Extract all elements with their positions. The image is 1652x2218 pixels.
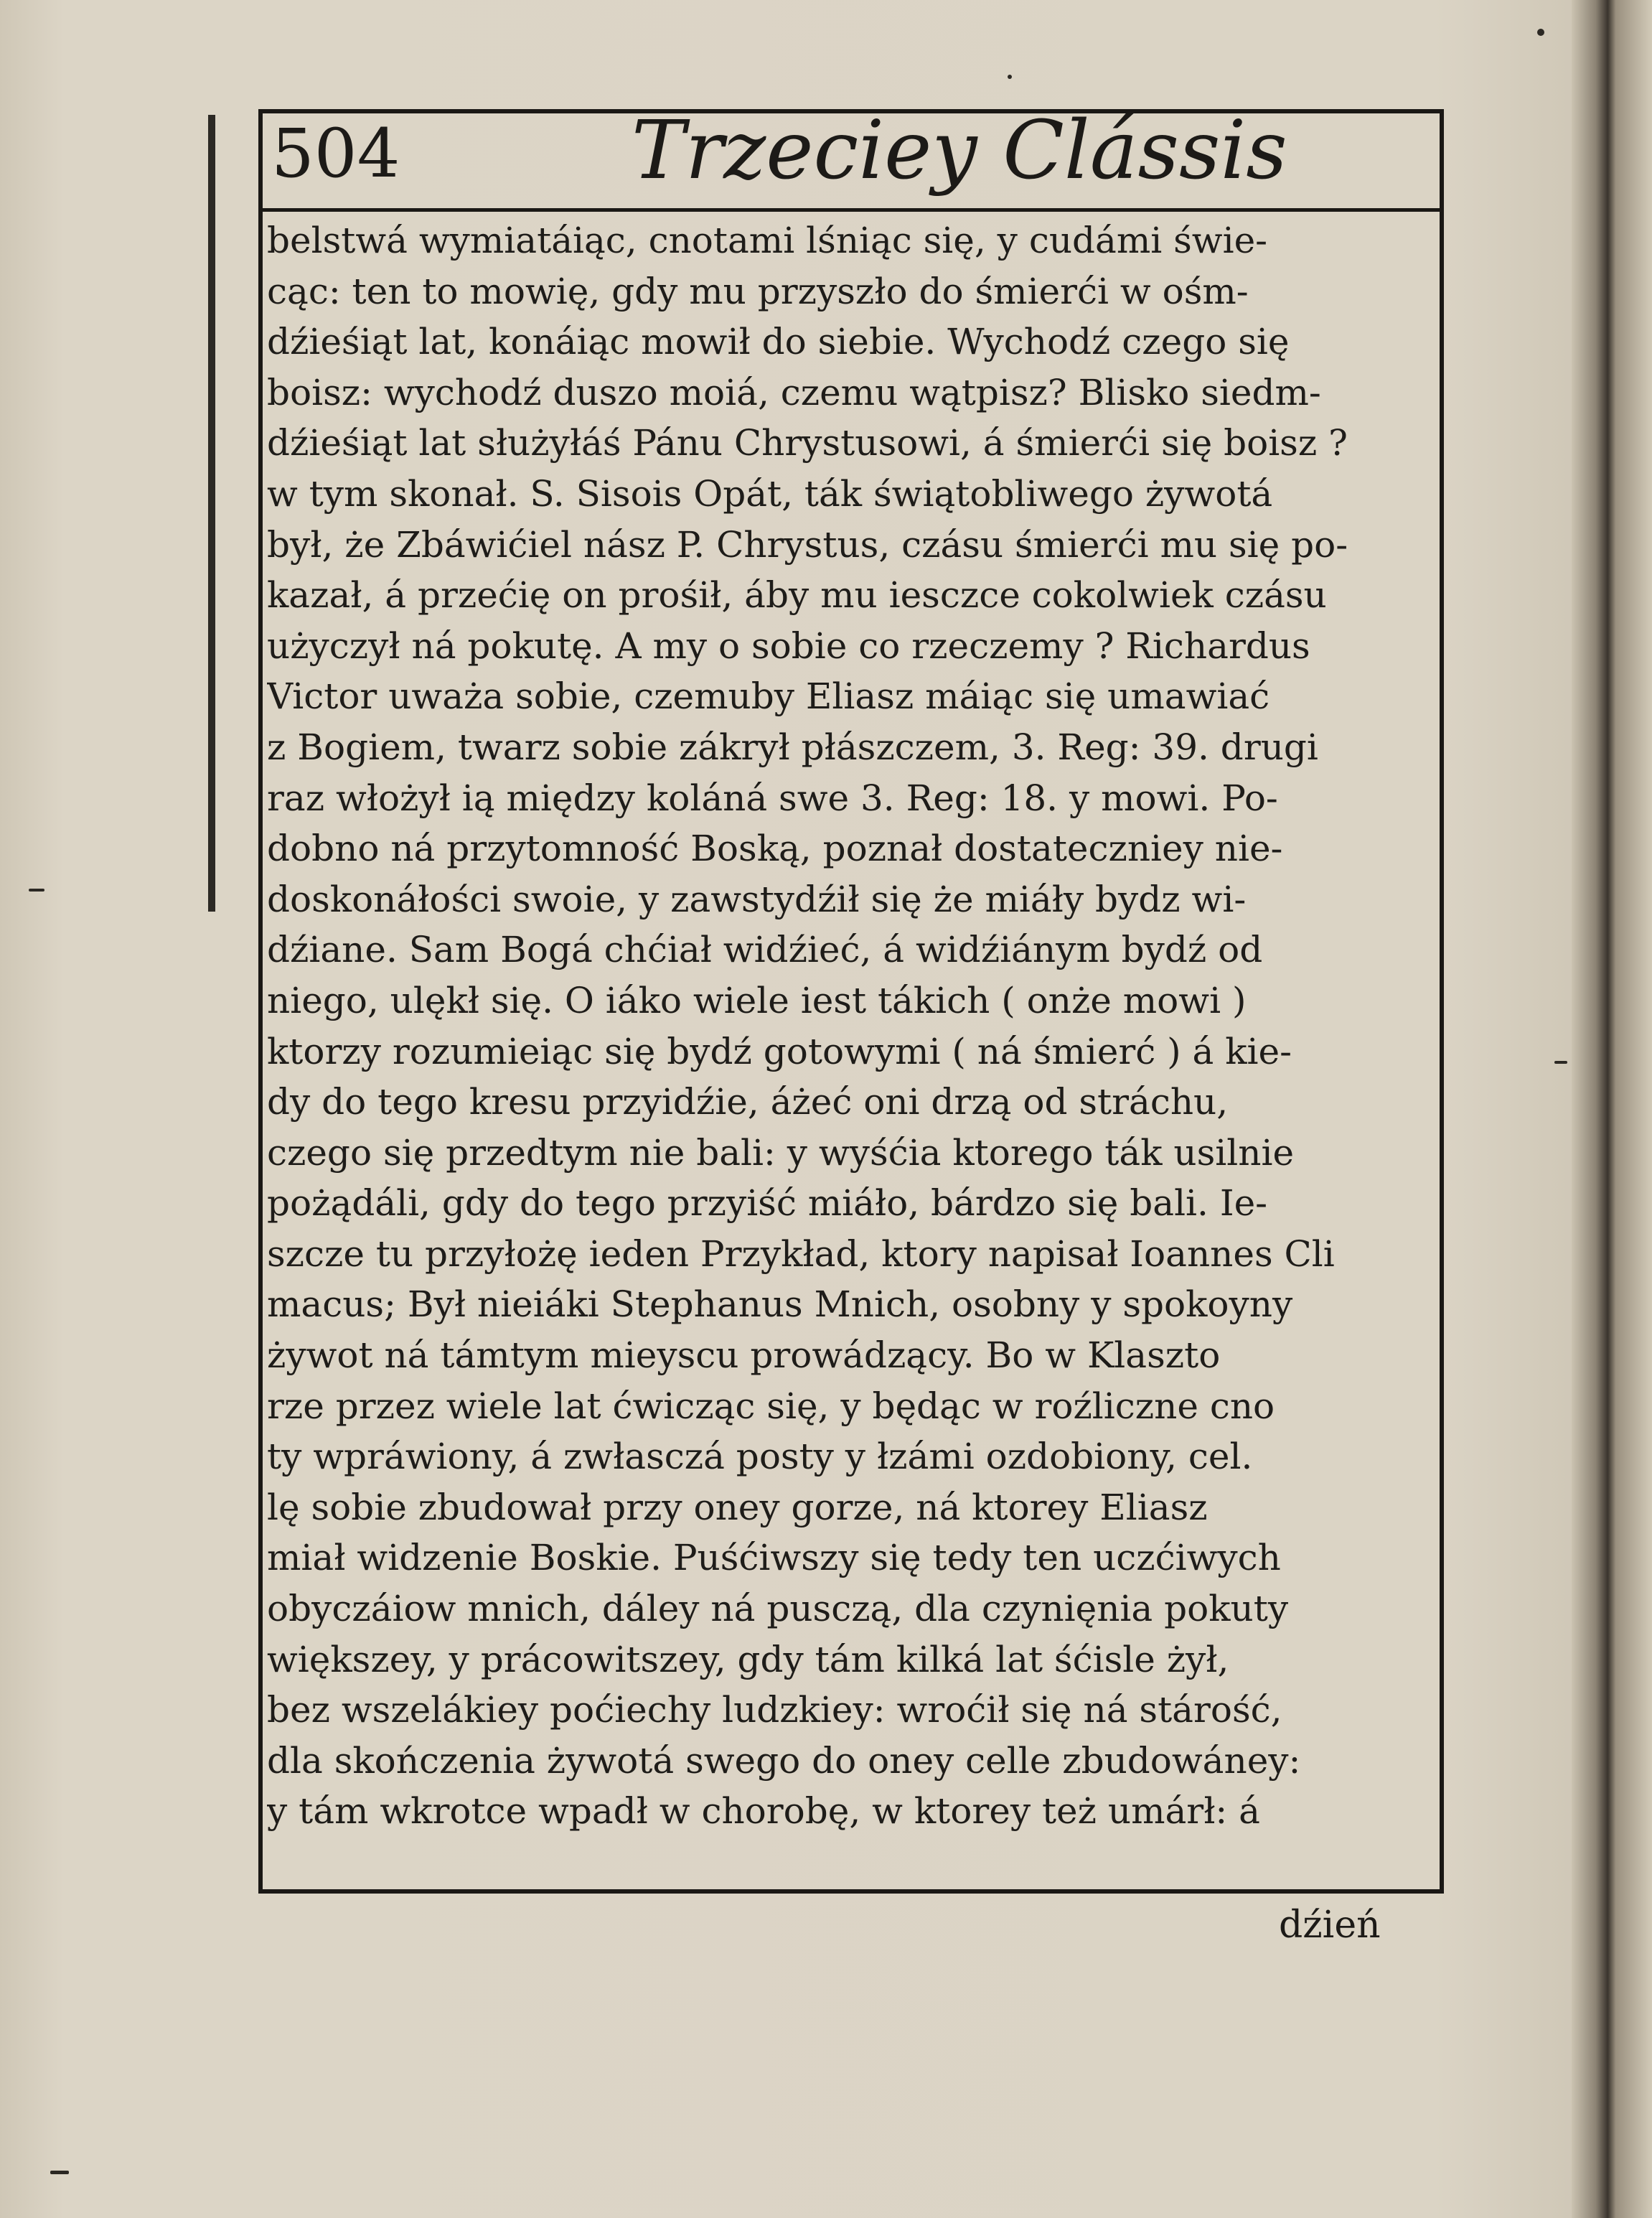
text-line: dźieśiąt lat, konáiąc mowił do siebie. Wychodź czego się [267, 321, 1290, 363]
text-line: belstwá wymiatáiąc, cnotami lśniąc się, y cudámi świe- [267, 220, 1268, 261]
text-line: większey, y prácowitszey, gdy tám kilká lat śćisle żył, [267, 1638, 1229, 1680]
page-number: 504 [271, 115, 400, 193]
binding-shadow [208, 115, 215, 912]
running-title: Trzeciey Clássis [632, 104, 1287, 197]
text-line: rze przez wiele lat ćwicząc się, y będąc w roźliczne cno [267, 1385, 1275, 1427]
text-line: dy do tego kresu przyidźie, áżeć oni drzą od stráchu, [267, 1081, 1229, 1123]
text-line: czego się przedtym nie bali: y wyśćia ktorego ták usilnie [267, 1131, 1295, 1174]
text-line: był, że Zbáwićiel nász P. Chrystus, czásu śmierći mu się po- [267, 523, 1348, 566]
text-line: z Bogiem, twarz sobie zákrył płászczem, 3. Reg: 39. drugi [267, 726, 1318, 768]
header-rule [258, 208, 1444, 212]
body-text [267, 215, 1437, 1837]
text-line: użyczył ná pokutę. A my o sobie co rzeczemy ? Richardus [267, 624, 1310, 667]
text-line: miał widzenie Boskie. Puśćiwszy się tedy ten uczćiwych [267, 1537, 1281, 1579]
text-line: żywot ná támtym mieyscu prowádzący. Bo w Klaszto [267, 1334, 1221, 1377]
ink-speck [50, 2171, 69, 2174]
text-line: Victor uważa sobie, czemuby Eliasz máiąc się umawiać [267, 675, 1270, 718]
text-line: raz włożył ią między koláná swe 3. Reg: 18. y mowi. Po- [267, 777, 1278, 819]
book-gutter [1572, 0, 1652, 2218]
text-line: cąc: ten to mowię, gdy mu przyszło do śmierći w ośm- [267, 270, 1249, 312]
text-line: dźieśiąt lat służyłáś Pánu Chrystusowi, á śmierći się boisz ? [267, 422, 1348, 464]
ink-speck [1008, 75, 1012, 79]
text-line: boisz: wychodź duszo moiá, czemu wątpisz? Blisko siedm- [267, 371, 1321, 413]
ink-speck [29, 889, 44, 892]
text-line: obyczáiow mnich, dáley ná pusczą, dla czynięnia pokuty [267, 1588, 1289, 1630]
ink-speck [1537, 29, 1544, 36]
text-line: w tym skonał. S. Sisois Opát, ták świątobliwego żywotá [267, 472, 1273, 515]
text-line: macus; Był nieiáki Stephanus Mnich, osobny y spokoyny [267, 1283, 1293, 1326]
text-line: doskonáłości swoie, y zawstydźił się że miáły bydz wi- [267, 878, 1247, 920]
text-line: dźiane. Sam Bogá chćiał widźieć, á widźiánym bydź od [267, 929, 1263, 971]
text-line: dobno ná przytomność Boską, poznał dostateczniey nie- [267, 828, 1283, 870]
text-line: bez wszelákiey poćiechy ludzkiey: wroćił się ná stárość, [267, 1689, 1282, 1731]
text-line: pożądáli, gdy do tego przyiść miáło, bárdzo się bali. Ie- [267, 1182, 1268, 1225]
text-line: kazał, á przećię on prośił, áby mu iesczce cokolwiek czásu [267, 574, 1327, 617]
text-line: ty wpráwiony, á zwłasczá posty y łzámi ozdobiony, cel. [267, 1436, 1253, 1478]
text-line: niego, ulękł się. O iáko wiele iest tákich ( onże mowi ) [267, 979, 1247, 1021]
text-line: dla skończenia żywotá swego do oney celle zbudowáney: [267, 1739, 1301, 1782]
catchword: dźień [1279, 1904, 1381, 1947]
text-line: lę sobie zbudował przy oney gorze, ná ktorey Eliasz [267, 1486, 1208, 1528]
text-line: szcze tu przyłożę ieden Przykład, ktory napisał Ioannes Cli [267, 1232, 1335, 1275]
text-line: ktorzy rozumieiąc się bydź gotowymi ( ná śmierć ) á kie- [267, 1030, 1292, 1072]
text-line: y tám wkrotce wpadł w chorobę, w ktorey też umárł: á [267, 1790, 1260, 1833]
ink-speck [1554, 1061, 1567, 1064]
